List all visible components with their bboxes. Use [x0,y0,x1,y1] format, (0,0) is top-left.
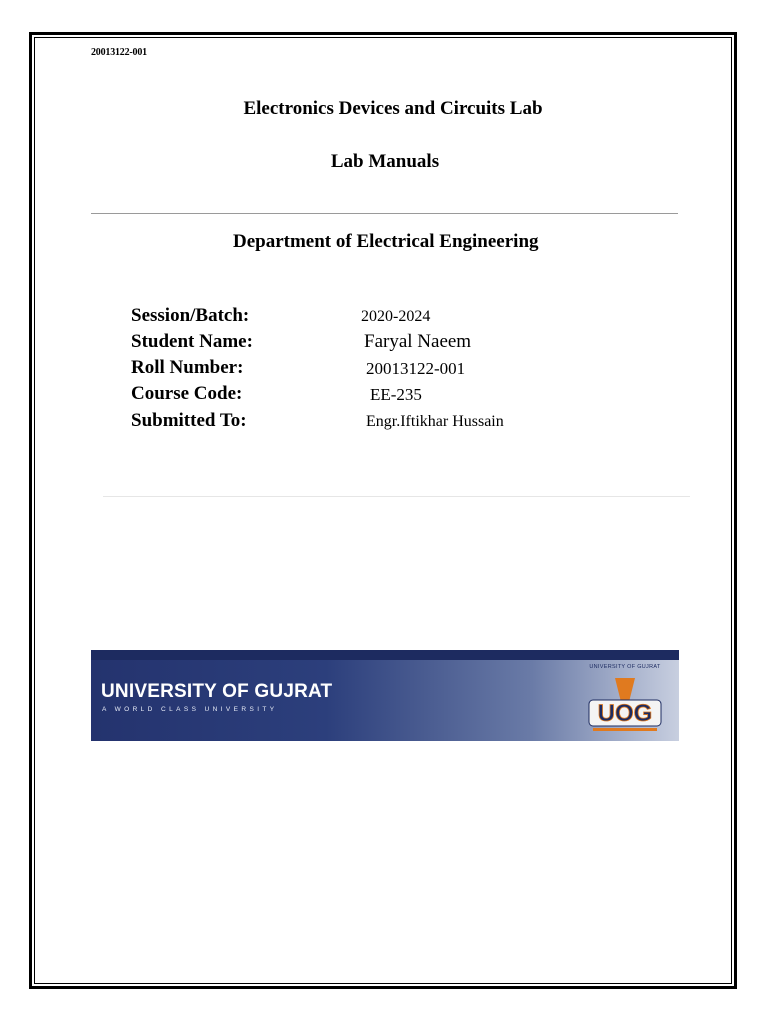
page-border-inner [34,37,732,984]
info-value: Engr.Iftikhar Hussain [366,413,504,430]
info-value: 20013122-001 [366,359,466,378]
info-label: Submitted To: [131,410,247,431]
logo-caption: UNIVERSITY OF GUJRAT [589,664,661,670]
info-row-student-name [131,331,651,357]
department-heading: Department of Electrical Engineering [233,231,539,252]
header-id: 20013122-001 [91,47,147,58]
course-title: Electronics Devices and Circuits Lab [243,98,543,119]
logo-letters: UOG [597,700,653,727]
info-row-course-code [131,383,651,409]
info-value: Faryal Naeem [364,331,472,352]
info-label: Course Code: [131,383,243,404]
info-value: 2020-2024 [361,308,431,325]
banner-university-name: UNIVERSITY OF GUJRAT [101,681,333,702]
info-row-session [131,305,651,331]
divider-bottom [103,496,690,497]
info-label: Student Name: [131,331,253,352]
university-logo [577,664,673,736]
info-row-roll-number [131,357,651,383]
uog-emblem-icon [585,672,665,734]
info-label: Session/Batch: [131,305,250,326]
info-row-submitted-to [131,410,651,436]
university-banner [91,650,679,741]
info-label: Roll Number: [131,357,244,378]
info-value: EE-235 [370,385,422,404]
banner-tagline: A WORLD CLASS UNIVERSITY [102,706,278,713]
divider-top [91,213,678,214]
document-subtitle: Lab Manuals [330,151,440,172]
